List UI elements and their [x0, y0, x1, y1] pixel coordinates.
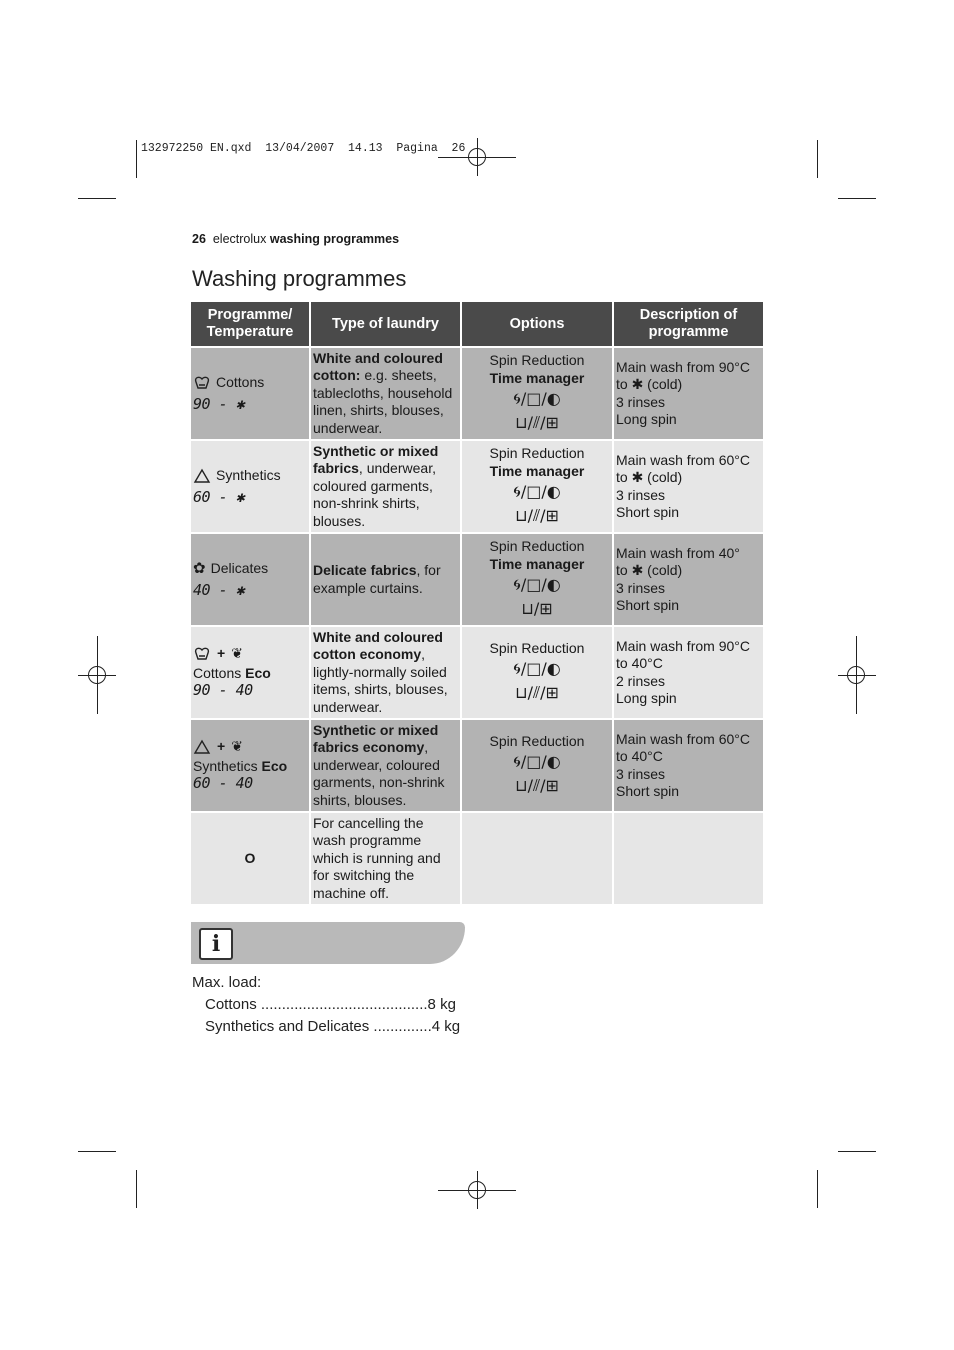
cotton-flower-icon	[193, 646, 211, 662]
description-line: 3 rinses	[616, 486, 666, 503]
description-line: Main wash from 40°	[616, 544, 740, 561]
separator: /	[541, 482, 547, 501]
option-icons	[464, 480, 610, 528]
option-icons	[464, 657, 610, 705]
laundry-cell	[310, 626, 461, 719]
laundry-type: White and coloured cotton:	[313, 349, 443, 384]
separator: /	[527, 506, 533, 525]
description-line: to ✱ (cold)	[616, 469, 683, 485]
description-line: Main wash from 60°C	[616, 730, 750, 747]
description-line: 3 rinses	[616, 393, 666, 410]
separator: /	[533, 599, 540, 618]
options-cell	[461, 626, 613, 719]
extra-rinse-icon: ⊞	[545, 776, 559, 796]
spiral-icon: 🌀︎	[513, 575, 521, 594]
laundry-type: White and coloured cotton economy	[313, 628, 443, 663]
night-cycle-icon: ◐	[546, 482, 561, 501]
extra-rinse-icon: ⊞	[545, 413, 559, 432]
separator: /	[540, 506, 546, 525]
crop-mark	[136, 1170, 137, 1208]
description-line: Main wash from 90°C	[616, 358, 750, 375]
separator: /	[540, 413, 546, 432]
header-programme: Programme/ Temperature	[191, 302, 310, 347]
eco-leaf-icon: ❦	[231, 645, 243, 662]
programme-name-eco: Eco	[261, 757, 288, 774]
separator: /	[540, 776, 546, 796]
description-cell	[613, 533, 763, 626]
separator: /	[527, 413, 533, 432]
tub-icon: □	[526, 482, 542, 501]
separator: /	[520, 575, 527, 594]
tub-icon: □	[526, 389, 542, 408]
option-spin-reduction: Spin Reduction	[489, 639, 585, 656]
spiral-icon: 🌀︎	[513, 389, 521, 408]
programme-name-eco: Eco	[245, 664, 271, 681]
print-slug: 132972250 EN.qxd 13/04/2007 14.13 Pagina 26	[141, 142, 466, 155]
laundry-cell	[310, 347, 461, 440]
description-line: Short spin	[616, 783, 680, 799]
basin-icon: ⊔	[515, 776, 528, 796]
header-options: Options	[461, 302, 613, 347]
night-cycle-icon: ◐	[546, 389, 561, 408]
separator: /	[520, 482, 527, 501]
description-cell	[613, 440, 763, 533]
tub-icon: □	[526, 575, 542, 594]
separator: /	[541, 575, 547, 594]
tub-icon: □	[526, 752, 542, 772]
description-line: 3 rinses	[616, 765, 666, 782]
description-line: to ✱ (cold)	[616, 376, 683, 392]
max-load-section	[192, 972, 460, 1038]
basin-icon: ⊔	[515, 506, 528, 525]
extra-rinse-icon: ⊞	[539, 599, 553, 618]
option-icons	[464, 387, 610, 435]
header-laundry: Type of laundry	[310, 302, 461, 347]
separator: /	[520, 659, 527, 679]
plus-sign: +	[217, 645, 226, 662]
description-cell	[613, 626, 763, 719]
plus-sign: +	[217, 738, 226, 755]
page-number: 26	[192, 232, 206, 246]
programme-name: Delicates	[210, 560, 269, 576]
separator: /	[527, 776, 533, 796]
description-line: Long spin	[616, 411, 677, 427]
option-time-manager: Time manager	[489, 555, 585, 572]
option-spin-reduction: Spin Reduction	[489, 538, 585, 554]
night-cycle-icon: ◐	[546, 575, 561, 594]
option-icons	[464, 750, 610, 798]
separator: /	[541, 752, 547, 772]
basin-icon: ⊔	[515, 683, 528, 703]
options-cell	[461, 440, 613, 533]
laundry-detail: , for example curtains.	[313, 562, 441, 596]
description-line: Main wash from 90°C	[616, 637, 750, 654]
laundry-cell	[310, 533, 461, 626]
info-icon: i	[199, 928, 233, 960]
programme-name: Synthetics	[193, 757, 262, 774]
options-cell	[461, 719, 613, 812]
crop-mark	[78, 1151, 116, 1152]
crop-mark	[136, 140, 137, 178]
option-time-manager: Time manager	[489, 369, 585, 386]
max-load-label: Max. load:	[192, 974, 262, 991]
table-row	[191, 533, 763, 626]
easy-iron-icon: ⫽	[532, 776, 541, 796]
separator: /	[541, 389, 547, 408]
delicates-flower-icon: ✿	[193, 560, 206, 577]
table-row	[191, 812, 763, 904]
option-spin-reduction: Spin Reduction	[489, 352, 585, 368]
extra-rinse-icon: ⊞	[545, 506, 559, 525]
separator: /	[520, 389, 527, 408]
brand-name: electrolux	[212, 232, 267, 246]
separator: /	[540, 683, 546, 703]
laundry-detail: , underwear, coloured garments, non-shrink shirts, blouses.	[313, 739, 445, 808]
programmes-table	[191, 302, 763, 904]
crop-mark	[817, 1170, 818, 1208]
option-spin-reduction: Spin Reduction	[489, 732, 585, 749]
programme-cell	[191, 626, 310, 719]
description-line: 2 rinses	[616, 672, 666, 689]
description-cell	[613, 719, 763, 812]
night-cycle-icon: ◐	[546, 752, 561, 772]
info-bar	[191, 922, 465, 964]
section-name: washing programmes	[269, 232, 400, 246]
spiral-icon: 🌀︎	[513, 482, 521, 501]
max-load-cottons: Cottons ........................................8 kg	[205, 996, 456, 1013]
description-line: Main wash from 60°C	[616, 451, 750, 468]
options-cell	[461, 812, 613, 904]
programme-off: O	[191, 812, 310, 904]
laundry-cell	[310, 440, 461, 533]
description-line: to ✱ (cold)	[616, 562, 683, 578]
programme-cell	[191, 347, 310, 440]
table-row	[191, 347, 763, 440]
description-line: Long spin	[616, 690, 677, 706]
max-load-synthetics: Synthetics and Delicates ..............4 kg	[205, 1018, 461, 1035]
programme-cell	[191, 533, 310, 626]
separator: /	[541, 659, 547, 679]
crop-mark	[78, 198, 116, 199]
option-time-manager: Time manager	[489, 462, 585, 479]
header-description: Description of programme	[613, 302, 763, 347]
description-line: 3 rinses	[616, 579, 666, 596]
spiral-icon: 🌀︎	[513, 752, 521, 772]
table-row	[191, 719, 763, 812]
option-spin-reduction: Spin Reduction	[489, 445, 585, 461]
laundry-cell	[310, 719, 461, 812]
easy-iron-icon: ⫽	[532, 506, 541, 525]
easy-iron-icon: ⫽	[532, 683, 541, 703]
page-header	[192, 232, 399, 246]
synthetics-triangle-icon	[193, 739, 211, 755]
option-icons	[464, 573, 610, 621]
programme-cell	[191, 440, 310, 533]
table-row	[191, 440, 763, 533]
table-row	[191, 626, 763, 719]
laundry-type: Synthetic or mixed fabrics economy	[313, 721, 439, 756]
crop-mark	[838, 198, 876, 199]
options-cell	[461, 533, 613, 626]
crop-mark	[817, 140, 818, 178]
basin-icon: ⊔	[521, 599, 534, 618]
easy-iron-icon: ⫽	[532, 413, 541, 432]
temperature-range: 60 - ✱	[193, 487, 245, 506]
programme-name: Cottons	[216, 374, 265, 390]
laundry-detail: , underwear, coloured garments, non-shrink shirts, blouses.	[313, 460, 436, 529]
description-cell	[613, 347, 763, 440]
night-cycle-icon: ◐	[546, 659, 561, 679]
extra-rinse-icon: ⊞	[545, 683, 559, 703]
description-line: to 40°C	[616, 748, 663, 764]
temperature-range: 90 - ✱	[193, 394, 245, 413]
options-cell	[461, 347, 613, 440]
programme-cell	[191, 719, 310, 812]
description-line: Short spin	[616, 504, 680, 520]
description-line: to 40°C	[616, 655, 663, 671]
programme-name: Synthetics	[216, 467, 281, 483]
table-header-row	[191, 302, 763, 347]
laundry-type: Delicate fabrics	[313, 562, 417, 578]
eco-leaf-icon: ❦	[231, 738, 243, 755]
cotton-flower-icon	[193, 375, 211, 391]
basin-icon: ⊔	[515, 413, 528, 432]
temperature-range: 40 - ✱	[193, 580, 245, 599]
laundry-type: Synthetic or mixed fabrics	[313, 442, 439, 477]
programme-name: Cottons	[193, 664, 246, 681]
laundry-detail: e.g. sheets, tablecloths, household linen, shirts, blouses, underwear.	[313, 367, 453, 436]
tub-icon: □	[526, 659, 542, 679]
temperature-range: 90 - 40	[193, 681, 253, 700]
separator: /	[527, 683, 533, 703]
crop-mark	[838, 1151, 876, 1152]
laundry-detail: For cancelling the wash programme which is running and for switching the machine off.	[313, 814, 441, 901]
synthetics-triangle-icon	[193, 468, 211, 484]
description-cell	[613, 812, 763, 904]
laundry-detail: , lightly-normally soiled items, shirts, blouses, underwear.	[313, 646, 448, 715]
description-line: Short spin	[616, 597, 680, 613]
laundry-cell	[310, 812, 461, 904]
spiral-icon: 🌀︎	[513, 659, 521, 679]
temperature-range: 60 - 40	[193, 774, 253, 793]
page-title: Washing programmes	[192, 266, 407, 291]
separator: /	[520, 752, 527, 772]
